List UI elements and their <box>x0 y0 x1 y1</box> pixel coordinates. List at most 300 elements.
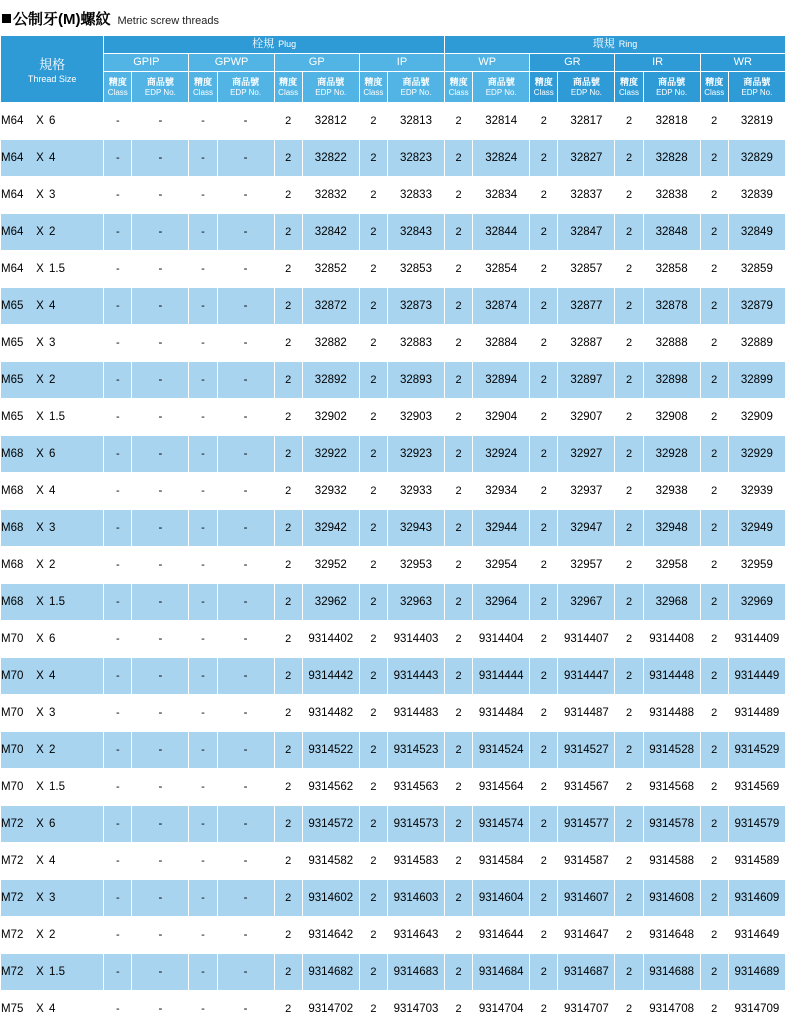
header-col-class-wp: 精度 Class <box>445 72 473 103</box>
class-cell: 2 <box>445 103 473 140</box>
class-cell: 2 <box>359 843 387 880</box>
class-cell: 2 <box>530 880 558 917</box>
header-sub-wp: WP <box>445 54 530 72</box>
thread-size-multiplier: X <box>36 226 44 238</box>
edp-no-cell: 9314529 <box>728 732 785 769</box>
header-col-edp-wr: 商品號 EDP No. <box>728 72 785 103</box>
class-cell: 2 <box>615 658 643 695</box>
header-group-plug-en: Plug <box>278 39 297 49</box>
edp-no-cell: - <box>217 177 274 214</box>
class-cell: 2 <box>445 547 473 584</box>
edp-no-cell: - <box>132 177 189 214</box>
class-cell: - <box>104 658 132 695</box>
class-cell: 2 <box>274 621 302 658</box>
edp-no-cell: 9314448 <box>643 658 700 695</box>
thread-pitch: 6 <box>49 818 56 830</box>
header-group-ring-en: Ring <box>618 39 638 49</box>
thread-pitch: 4 <box>49 670 56 682</box>
thread-pitch: 3 <box>49 892 56 904</box>
edp-no-cell: 9314442 <box>302 658 359 695</box>
table-row <box>1 362 786 399</box>
class-cell: 2 <box>700 436 728 473</box>
class-cell: 2 <box>274 473 302 510</box>
class-cell: 2 <box>274 399 302 436</box>
class-cell: 2 <box>615 325 643 362</box>
edp-no-cell: 9314584 <box>473 843 530 880</box>
edp-no-cell: 32907 <box>558 399 615 436</box>
thread-size-cell <box>1 991 104 1028</box>
class-cell: - <box>104 621 132 658</box>
class-cell: 2 <box>530 695 558 732</box>
thread-size-designation: M72 <box>1 818 24 830</box>
thread-size-cell <box>1 473 104 510</box>
class-cell: - <box>189 621 217 658</box>
edp-no-cell: - <box>132 769 189 806</box>
thread-size-multiplier: X <box>36 966 44 978</box>
class-cell: 2 <box>274 288 302 325</box>
class-cell: 2 <box>700 362 728 399</box>
edp-no-cell: - <box>132 399 189 436</box>
edp-no-cell: 9314643 <box>387 917 444 954</box>
edp-no-cell: 9314703 <box>387 991 444 1028</box>
edp-no-cell: 32929 <box>728 436 785 473</box>
class-cell: - <box>189 880 217 917</box>
thread-size-designation: M75 <box>1 1003 24 1015</box>
edp-no-cell: 32939 <box>728 473 785 510</box>
thread-size-cell <box>1 584 104 621</box>
edp-no-cell: 9314577 <box>558 806 615 843</box>
thread-pitch: 4 <box>49 152 56 164</box>
edp-no-cell: - <box>132 547 189 584</box>
edp-no-cell: 32933 <box>387 473 444 510</box>
thread-size-multiplier: X <box>36 374 44 386</box>
class-cell: - <box>189 473 217 510</box>
class-cell: 2 <box>359 473 387 510</box>
table-row <box>1 695 786 732</box>
thread-pitch: 1.5 <box>49 781 65 793</box>
edp-no-cell: 9314443 <box>387 658 444 695</box>
edp-no-cell: 32853 <box>387 251 444 288</box>
edp-no-cell: - <box>217 732 274 769</box>
edp-no-cell: 9314582 <box>302 843 359 880</box>
table-row <box>1 288 786 325</box>
header-col-class-gpip: 精度 Class <box>104 72 132 103</box>
class-cell: 2 <box>615 954 643 991</box>
class-cell: - <box>189 732 217 769</box>
class-cell: 2 <box>700 880 728 917</box>
thread-size-designation: M72 <box>1 966 24 978</box>
class-cell: 2 <box>445 917 473 954</box>
class-cell: 2 <box>615 991 643 1028</box>
class-cell: 2 <box>700 769 728 806</box>
edp-no-cell: - <box>132 880 189 917</box>
edp-no-cell: 32897 <box>558 362 615 399</box>
edp-no-cell: 32903 <box>387 399 444 436</box>
class-cell: 2 <box>359 399 387 436</box>
class-cell: - <box>189 917 217 954</box>
edp-no-cell: 9314574 <box>473 806 530 843</box>
thread-size-designation: M68 <box>1 559 24 571</box>
class-cell: 2 <box>445 177 473 214</box>
edp-no-cell: 32893 <box>387 362 444 399</box>
edp-no-cell: - <box>217 584 274 621</box>
class-cell: 2 <box>359 769 387 806</box>
thread-size-designation: M70 <box>1 707 24 719</box>
class-cell: 2 <box>700 621 728 658</box>
table-row <box>1 103 786 140</box>
edp-no-cell: 32908 <box>643 399 700 436</box>
thread-size-multiplier: X <box>36 892 44 904</box>
thread-size-cell <box>1 436 104 473</box>
edp-no-cell: 32842 <box>302 214 359 251</box>
header-col-class-gp: 精度 Class <box>274 72 302 103</box>
edp-no-cell: 32892 <box>302 362 359 399</box>
class-cell: 2 <box>615 251 643 288</box>
class-cell: - <box>104 584 132 621</box>
thread-size-designation: M65 <box>1 300 24 312</box>
edp-no-cell: 9314572 <box>302 806 359 843</box>
thread-pitch: 3 <box>49 707 56 719</box>
edp-no-cell: 32872 <box>302 288 359 325</box>
class-cell: 2 <box>615 473 643 510</box>
class-cell: 2 <box>530 362 558 399</box>
thread-pitch: 6 <box>49 633 56 645</box>
edp-no-cell: - <box>132 954 189 991</box>
class-cell: 2 <box>445 510 473 547</box>
class-cell: 2 <box>274 695 302 732</box>
header-col-edp-ip: 商品號 EDP No. <box>387 72 444 103</box>
header-row-columns <box>1 72 786 103</box>
edp-no-cell: 9314682 <box>302 954 359 991</box>
table-row <box>1 880 786 917</box>
thread-pitch: 2 <box>49 226 56 238</box>
class-cell: 2 <box>700 399 728 436</box>
edp-no-cell: 32942 <box>302 510 359 547</box>
thread-size-designation: M64 <box>1 152 24 164</box>
table-row <box>1 177 786 214</box>
class-cell: 2 <box>615 177 643 214</box>
class-cell: 2 <box>530 621 558 658</box>
class-cell: 2 <box>530 843 558 880</box>
edp-no-cell: 9314702 <box>302 991 359 1028</box>
class-cell: 2 <box>359 954 387 991</box>
edp-no-cell: 32823 <box>387 140 444 177</box>
edp-no-cell: 32829 <box>728 140 785 177</box>
class-cell: - <box>189 436 217 473</box>
edp-no-cell: - <box>132 695 189 732</box>
edp-no-cell: - <box>217 436 274 473</box>
edp-no-cell: 9314704 <box>473 991 530 1028</box>
thread-size-designation: M70 <box>1 633 24 645</box>
class-cell: 2 <box>359 658 387 695</box>
thread-pitch: 6 <box>49 115 56 127</box>
class-cell: 2 <box>274 991 302 1028</box>
edp-no-cell: - <box>217 695 274 732</box>
thread-size-cell <box>1 547 104 584</box>
edp-no-cell: 32814 <box>473 103 530 140</box>
edp-no-cell: 9314573 <box>387 806 444 843</box>
class-cell: 2 <box>615 362 643 399</box>
thread-size-multiplier: X <box>36 707 44 719</box>
class-cell: 2 <box>700 732 728 769</box>
thread-size-cell <box>1 251 104 288</box>
class-cell: 2 <box>700 843 728 880</box>
edp-no-cell: - <box>217 103 274 140</box>
edp-no-cell: 32947 <box>558 510 615 547</box>
edp-no-cell: 32889 <box>728 325 785 362</box>
edp-no-cell: 9314609 <box>728 880 785 917</box>
edp-no-cell: 32839 <box>728 177 785 214</box>
edp-no-cell: - <box>132 362 189 399</box>
edp-no-cell: 9314587 <box>558 843 615 880</box>
edp-no-cell: 32822 <box>302 140 359 177</box>
edp-no-cell: 9314583 <box>387 843 444 880</box>
edp-no-cell: 32874 <box>473 288 530 325</box>
class-cell: - <box>189 362 217 399</box>
header-sub-gp: GP <box>274 54 359 72</box>
edp-no-cell: 9314402 <box>302 621 359 658</box>
table-header <box>1 36 786 103</box>
edp-no-cell: 32844 <box>473 214 530 251</box>
thread-size-cell <box>1 621 104 658</box>
class-cell: 2 <box>445 399 473 436</box>
thread-pitch: 4 <box>49 855 56 867</box>
edp-no-cell: 32883 <box>387 325 444 362</box>
thread-size-multiplier: X <box>36 855 44 867</box>
edp-no-cell: 9314684 <box>473 954 530 991</box>
edp-no-cell: 32954 <box>473 547 530 584</box>
edp-no-cell: 9314528 <box>643 732 700 769</box>
edp-no-cell: - <box>132 436 189 473</box>
table-row <box>1 991 786 1028</box>
page-title <box>0 6 786 35</box>
class-cell: 2 <box>530 103 558 140</box>
class-cell: 2 <box>530 251 558 288</box>
thread-size-cell <box>1 140 104 177</box>
edp-no-cell: 9314487 <box>558 695 615 732</box>
edp-no-cell: - <box>217 473 274 510</box>
table-row <box>1 954 786 991</box>
edp-no-cell: 32968 <box>643 584 700 621</box>
class-cell: - <box>189 547 217 584</box>
class-cell: 2 <box>530 954 558 991</box>
title-en: Metric screw threads <box>117 15 219 27</box>
table-row <box>1 806 786 843</box>
table-row <box>1 399 786 436</box>
table-row <box>1 843 786 880</box>
table-row <box>1 584 786 621</box>
table-row <box>1 436 786 473</box>
edp-no-cell: 9314562 <box>302 769 359 806</box>
thread-size-cell <box>1 843 104 880</box>
class-cell: - <box>104 732 132 769</box>
thread-size-multiplier: X <box>36 115 44 127</box>
class-cell: 2 <box>700 140 728 177</box>
thread-size-multiplier: X <box>36 337 44 349</box>
thread-size-multiplier: X <box>36 152 44 164</box>
table-row <box>1 214 786 251</box>
header-thread-size-jp: 規格 <box>39 57 66 72</box>
title-jp: 公制牙(M)螺紋 <box>13 11 111 28</box>
edp-no-cell: 32882 <box>302 325 359 362</box>
edp-no-cell: 9314707 <box>558 991 615 1028</box>
class-cell: 2 <box>615 103 643 140</box>
title-bullet-icon <box>2 14 11 23</box>
edp-no-cell: 32923 <box>387 436 444 473</box>
thread-size-designation: M70 <box>1 744 24 756</box>
thread-pitch: 3 <box>49 522 56 534</box>
class-cell: 2 <box>530 917 558 954</box>
class-cell: 2 <box>530 436 558 473</box>
class-cell: 2 <box>274 325 302 362</box>
edp-no-cell: - <box>217 214 274 251</box>
edp-no-cell: 9314649 <box>728 917 785 954</box>
class-cell: 2 <box>700 473 728 510</box>
edp-no-cell: 9314524 <box>473 732 530 769</box>
class-cell: - <box>189 103 217 140</box>
class-cell: 2 <box>700 288 728 325</box>
class-cell: - <box>189 769 217 806</box>
class-cell: - <box>104 140 132 177</box>
edp-no-cell: 9314409 <box>728 621 785 658</box>
class-cell: 2 <box>274 510 302 547</box>
class-cell: 2 <box>530 547 558 584</box>
class-cell: - <box>104 251 132 288</box>
class-cell: - <box>104 547 132 584</box>
header-sub-ir: IR <box>615 54 700 72</box>
edp-no-cell: 9314403 <box>387 621 444 658</box>
edp-no-cell: 9314607 <box>558 880 615 917</box>
edp-no-cell: 9314603 <box>387 880 444 917</box>
class-cell: 2 <box>359 584 387 621</box>
edp-no-cell: 9314688 <box>643 954 700 991</box>
thread-pitch: 2 <box>49 929 56 941</box>
class-cell: - <box>104 473 132 510</box>
thread-pitch: 4 <box>49 300 56 312</box>
header-row-groups <box>1 36 786 54</box>
edp-no-cell: 9314404 <box>473 621 530 658</box>
thread-size-multiplier: X <box>36 670 44 682</box>
class-cell: 2 <box>445 695 473 732</box>
thread-pitch: 2 <box>49 374 56 386</box>
header-thread-size <box>1 36 104 103</box>
edp-no-cell: 9314642 <box>302 917 359 954</box>
edp-no-cell: 9314564 <box>473 769 530 806</box>
edp-no-cell: 32909 <box>728 399 785 436</box>
edp-no-cell: 9314644 <box>473 917 530 954</box>
thread-size-designation: M68 <box>1 522 24 534</box>
thread-size-multiplier: X <box>36 744 44 756</box>
edp-no-cell: 32949 <box>728 510 785 547</box>
edp-no-cell: 32964 <box>473 584 530 621</box>
edp-no-cell: - <box>132 732 189 769</box>
edp-no-cell: 9314408 <box>643 621 700 658</box>
class-cell: 2 <box>615 732 643 769</box>
class-cell: 2 <box>700 954 728 991</box>
class-cell: 2 <box>530 473 558 510</box>
class-cell: 2 <box>359 917 387 954</box>
edp-no-cell: - <box>132 584 189 621</box>
class-cell: - <box>104 510 132 547</box>
class-cell: 2 <box>274 917 302 954</box>
thread-size-multiplier: X <box>36 1003 44 1015</box>
edp-no-cell: 9314689 <box>728 954 785 991</box>
class-cell: 2 <box>445 140 473 177</box>
header-col-class-gpwp: 精度 Class <box>189 72 217 103</box>
class-cell: - <box>189 214 217 251</box>
thread-size-multiplier: X <box>36 781 44 793</box>
class-cell: 2 <box>445 991 473 1028</box>
class-cell: 2 <box>274 214 302 251</box>
edp-no-cell: 32962 <box>302 584 359 621</box>
edp-no-cell: 9314444 <box>473 658 530 695</box>
edp-no-cell: 9314568 <box>643 769 700 806</box>
edp-no-cell: 9314569 <box>728 769 785 806</box>
class-cell: 2 <box>615 140 643 177</box>
table-row <box>1 140 786 177</box>
edp-no-cell: 32924 <box>473 436 530 473</box>
edp-no-cell: - <box>132 843 189 880</box>
class-cell: - <box>189 843 217 880</box>
edp-no-cell: 32887 <box>558 325 615 362</box>
thread-size-multiplier: X <box>36 263 44 275</box>
class-cell: 2 <box>359 621 387 658</box>
thread-pitch: 2 <box>49 744 56 756</box>
thread-size-multiplier: X <box>36 633 44 645</box>
class-cell: 2 <box>530 658 558 695</box>
class-cell: 2 <box>530 806 558 843</box>
thread-size-multiplier: X <box>36 818 44 830</box>
class-cell: 2 <box>530 214 558 251</box>
class-cell: 2 <box>445 843 473 880</box>
edp-no-cell: - <box>132 621 189 658</box>
thread-size-cell <box>1 695 104 732</box>
edp-no-cell: 32928 <box>643 436 700 473</box>
header-col-edp-ir: 商品號 EDP No. <box>643 72 700 103</box>
class-cell: - <box>104 769 132 806</box>
edp-no-cell: - <box>132 140 189 177</box>
class-cell: 2 <box>615 769 643 806</box>
class-cell: 2 <box>445 621 473 658</box>
edp-no-cell: 32834 <box>473 177 530 214</box>
edp-no-cell: 32963 <box>387 584 444 621</box>
edp-no-cell: 32843 <box>387 214 444 251</box>
thread-pitch: 4 <box>49 485 56 497</box>
thread-pitch: 3 <box>49 189 56 201</box>
class-cell: 2 <box>700 510 728 547</box>
table-row <box>1 732 786 769</box>
class-cell: - <box>189 954 217 991</box>
class-cell: 2 <box>445 362 473 399</box>
edp-no-cell: - <box>217 806 274 843</box>
class-cell: 2 <box>445 806 473 843</box>
class-cell: 2 <box>359 288 387 325</box>
class-cell: 2 <box>530 584 558 621</box>
edp-no-cell: 32854 <box>473 251 530 288</box>
edp-no-cell: 32952 <box>302 547 359 584</box>
class-cell: - <box>189 251 217 288</box>
edp-no-cell: 32824 <box>473 140 530 177</box>
class-cell: 2 <box>359 991 387 1028</box>
class-cell: 2 <box>700 658 728 695</box>
class-cell: 2 <box>445 214 473 251</box>
header-sub-gpwp: GPWP <box>189 54 274 72</box>
class-cell: 2 <box>274 177 302 214</box>
edp-no-cell: 32812 <box>302 103 359 140</box>
thread-pitch: 1.5 <box>49 411 65 423</box>
table-body <box>1 103 786 1028</box>
class-cell: 2 <box>615 510 643 547</box>
